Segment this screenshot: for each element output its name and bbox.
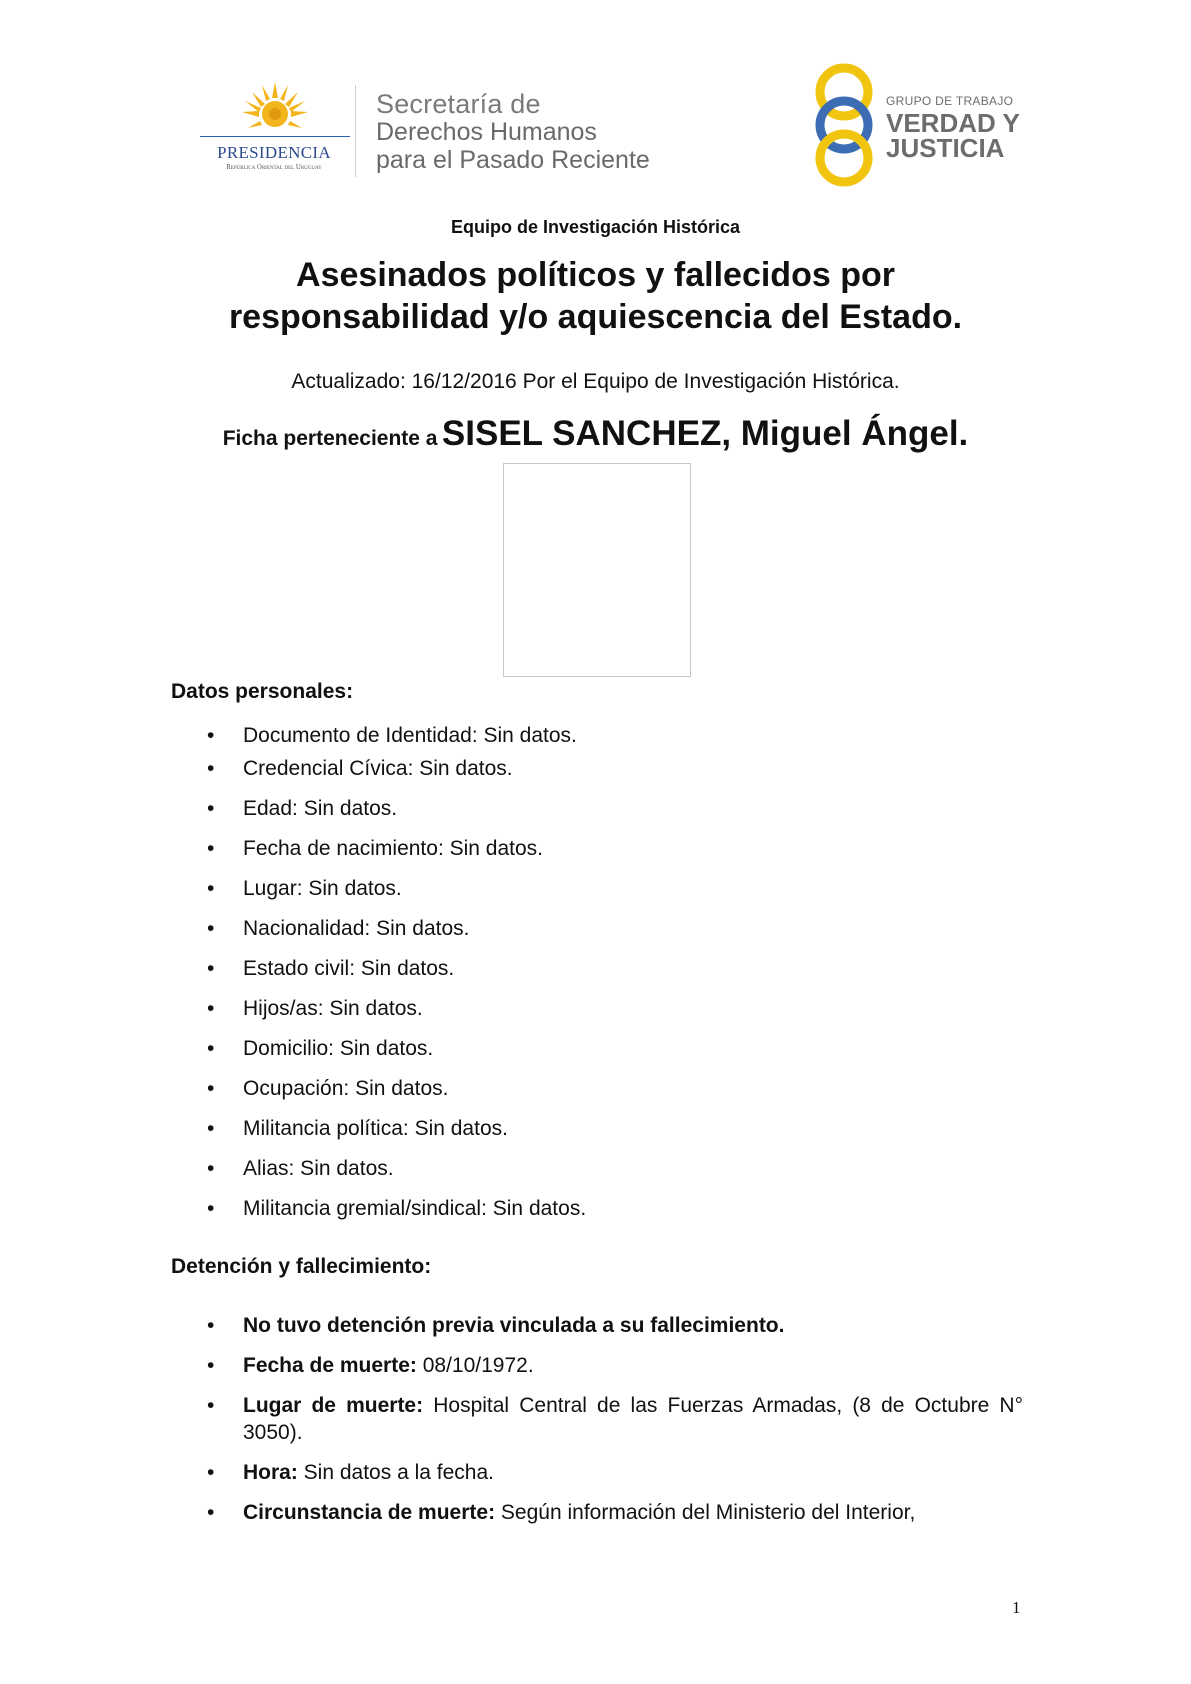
- list-item-text: Ocupación: Sin datos.: [243, 1077, 449, 1100]
- bullet: •: [207, 1461, 215, 1484]
- presidencia-rule: [200, 136, 350, 137]
- bullet: •: [207, 1354, 215, 1377]
- secretaria-line-3: para el Pasado Reciente: [376, 146, 650, 174]
- list-item-text: Hijos/as: Sin datos.: [243, 997, 423, 1020]
- sun-icon: [240, 80, 310, 140]
- item-label: Circunstancia de muerte:: [243, 1501, 496, 1524]
- item-label: Hora:: [243, 1461, 298, 1484]
- verdad-justicia-logo: [810, 62, 1020, 188]
- list-item-text: Estado civil: Sin datos.: [243, 957, 455, 980]
- list-item-text: Militancia gremial/sindical: Sin datos.: [243, 1197, 587, 1220]
- vyj-line-2: JUSTICIA: [886, 133, 1005, 163]
- list-item-text: Militancia política: Sin datos.: [243, 1117, 508, 1140]
- item-value: 08/10/1972.: [416, 1354, 534, 1377]
- bullet: •: [207, 724, 215, 747]
- secretaria-logo: [376, 90, 706, 174]
- page-title: [0, 254, 1191, 338]
- page-number: 1: [1012, 1598, 1021, 1617]
- bullet: •: [207, 1197, 215, 1220]
- photo-placeholder: [503, 463, 691, 677]
- list-item-text: Lugar: Sin datos.: [243, 877, 402, 900]
- list-item-text: Domicilio: Sin datos.: [243, 1037, 434, 1060]
- list-item-text: [243, 1352, 1023, 1379]
- bullet: •: [207, 917, 215, 940]
- list-item-text: Credencial Cívica: Sin datos.: [243, 757, 513, 780]
- personal-heading: Datos personales:: [171, 680, 354, 703]
- list-item-text: [243, 1392, 1023, 1446]
- presidencia-logo: [196, 80, 352, 178]
- bullet: •: [207, 1077, 215, 1100]
- list-item-text: Alias: Sin datos.: [243, 1157, 394, 1180]
- detention-heading: Detención y fallecimiento:: [171, 1255, 432, 1278]
- bullet: •: [207, 1117, 215, 1140]
- updated-line: Actualizado: 16/12/2016 Por el Equipo de Investigación Histórica.: [291, 370, 900, 393]
- secretaria-line-2: Derechos Humanos: [376, 118, 597, 146]
- logo-divider: [355, 85, 356, 177]
- bullet: •: [207, 877, 215, 900]
- bullet: •: [207, 1501, 215, 1524]
- ficha-heading: [0, 414, 1191, 454]
- bullet: •: [207, 1037, 215, 1060]
- bullet: •: [207, 757, 215, 780]
- presidencia-subtitle: República Oriental del Uruguay: [226, 164, 322, 171]
- team-label: Equipo de Investigación Histórica: [450, 217, 741, 237]
- list-item-text: [243, 1459, 1023, 1486]
- vyj-caption: GRUPO DE TRABAJO: [886, 94, 1014, 108]
- item-value: Hospital Central de las Fuerzas Armadas, (8 de Octubre N° 3050).: [243, 1394, 1023, 1444]
- bullet: •: [207, 797, 215, 820]
- ficha-name: SISEL SANCHEZ, Miguel Ángel.: [441, 414, 969, 453]
- bullet: •: [207, 997, 215, 1020]
- vyj-line-1: VERDAD Y: [886, 108, 1020, 138]
- title-line-1: Asesinados políticos y fallecidos por: [296, 256, 895, 294]
- ficha-label: Ficha perteneciente a: [222, 427, 438, 450]
- list-item-text: Nacionalidad: Sin datos.: [243, 917, 470, 940]
- list-item-text: Edad: Sin datos.: [243, 797, 398, 820]
- list-item-text: Documento de Identidad: Sin datos.: [243, 724, 577, 747]
- list-item-text: [243, 1312, 1023, 1339]
- title-line-2: responsabilidad y/o aquiescencia del Estado.: [228, 298, 963, 336]
- list-item-text: [243, 1499, 1023, 1526]
- bullet: •: [207, 1394, 215, 1417]
- presidencia-wordmark: PRESIDENCIA: [217, 143, 331, 162]
- item-label: No tuvo detención previa vinculada a su fallecimiento.: [243, 1314, 785, 1337]
- list-item-text: Fecha de nacimiento: Sin datos.: [243, 837, 544, 860]
- bullet: •: [207, 957, 215, 980]
- item-value: Según información del Ministerio del Interior,: [495, 1501, 916, 1524]
- item-label: Fecha de muerte:: [243, 1354, 417, 1377]
- bullet: •: [207, 1314, 215, 1337]
- bullet: •: [207, 837, 215, 860]
- secretaria-line-1: Secretaría de: [376, 89, 541, 119]
- item-label: Lugar de muerte:: [243, 1394, 424, 1417]
- item-value: Sin datos a la fecha.: [297, 1461, 494, 1484]
- bullet: •: [207, 1157, 215, 1180]
